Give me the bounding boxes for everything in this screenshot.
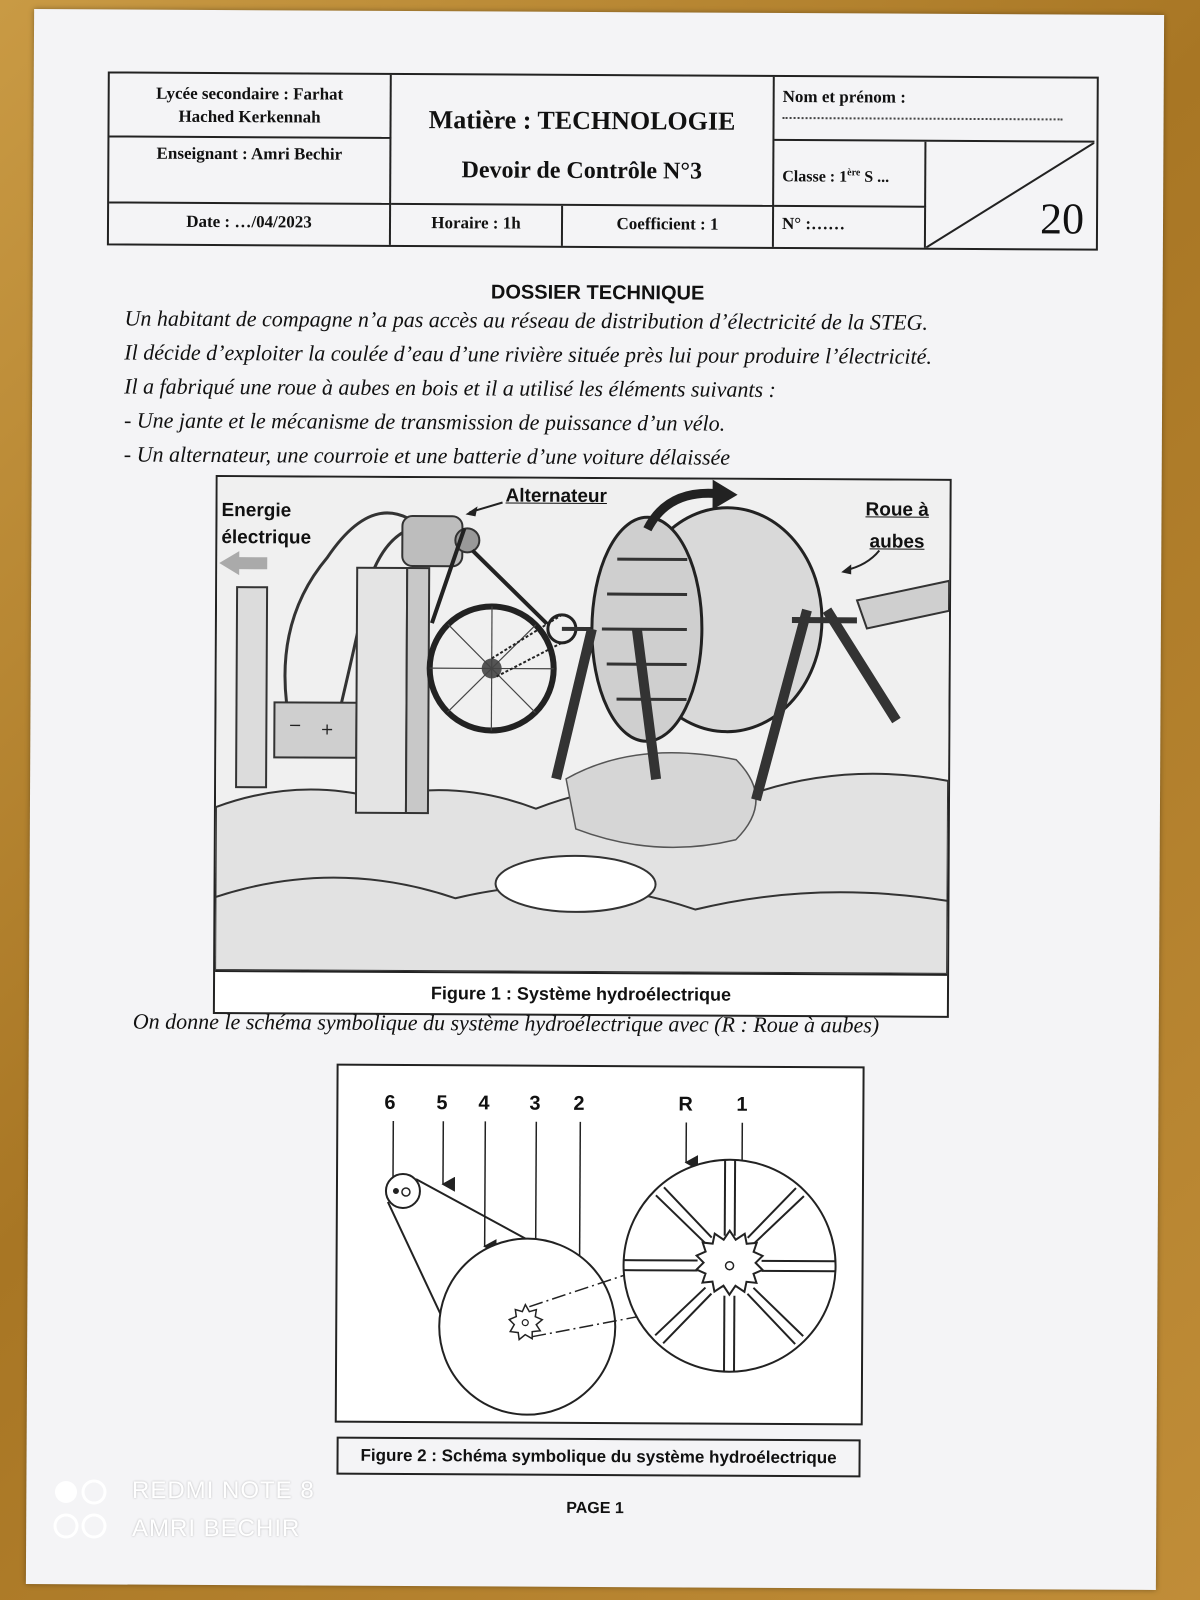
duration-cell: Horaire : 1h [391,205,563,246]
svg-text:+: + [320,719,334,739]
figure-1-caption: Figure 1 : Système hydroélectrique [215,970,947,1016]
score-cell [926,142,1095,249]
camera-logo-icon [52,1478,112,1544]
label-2: 2 [573,1092,585,1115]
energie-label [221,497,311,551]
school-line-1: Lycée secondaire : Farhat [156,83,344,104]
watermark-line-1: REDMI NOTE 8 [132,1477,315,1504]
intro-line-3: Il a fabriqué une roue à aubes en bois et il a utilisé les éléments suivants : [124,373,776,402]
energie-label-line-2: électrique [221,527,312,549]
intro-line-5: - Un alternateur, une courroie et une batterie d’une voiture délaissée [123,441,731,470]
school-cell [109,73,391,138]
header-table [107,71,1099,250]
school-line-2: Hached Kerkennah [178,106,321,127]
label-6: 6 [384,1091,396,1114]
teacher-cell: Enseignant : Amri Bechir [109,137,391,204]
class-prefix: Classe : 1 [782,168,848,186]
figure-1 [213,475,952,1018]
section-title: DOSSIER TECHNIQUE [490,281,705,305]
name-dotted-line [783,117,1063,120]
intro-line-2: Il décide d’exploiter la coulée d’eau d’une rivière située près lui pour produire l’électricité. [124,339,933,369]
label-4: 4 [478,1092,490,1115]
roue-label-line-1: Roue à [865,499,929,521]
exam-sheet [26,9,1164,1590]
class-cell [774,141,926,208]
roue-label-line-2: aubes [869,531,925,553]
intro-line-4: - Une jante et le mécanisme de transmission de puissance d’un vélo. [123,407,726,436]
number-cell: N° :…… [774,207,926,248]
label-r: R [678,1093,693,1116]
score-total: 20 [1039,194,1085,244]
page-number: PAGE 1 [566,1499,624,1518]
intro-line-1: Un habitant de compagne n’a pas accès au réseau de distribution d’électricité de la STEG. [124,305,929,335]
exam-title: Devoir de Contrôle N°3 [461,157,703,185]
subject-title: Matière : TECHNOLOGIE [428,105,736,136]
schema-intro: On donne le schéma symbolique du système hydroélectrique avec (R : Roue à aubes) [132,1008,880,1038]
label-5: 5 [436,1092,448,1115]
watermark-line-2: AMRI BECHIR [132,1515,301,1542]
name-cell [774,77,1094,143]
figure-2 [335,1064,865,1426]
name-label: Nom et prénom : [782,86,906,107]
class-suffix: S ... [860,168,890,186]
label-3: 3 [529,1092,541,1115]
alternateur-label: Alternateur [505,485,608,508]
roue-label [865,494,929,558]
figure-2-caption: Figure 2 : Schéma symbolique du système hydroélectrique [336,1437,860,1478]
coefficient-cell: Coefficient : 1 [563,206,774,247]
label-1: 1 [736,1093,748,1116]
camera-watermark [52,1472,315,1548]
svg-text:−: − [288,715,302,735]
subject-cell [391,75,775,207]
energie-label-line-1: Energie [221,500,292,522]
symbolic-schema [337,1066,863,1424]
class-sup: ère [847,167,861,179]
date-cell: Date : …/04/2023 [109,203,391,244]
hydro-illustration [215,477,950,974]
